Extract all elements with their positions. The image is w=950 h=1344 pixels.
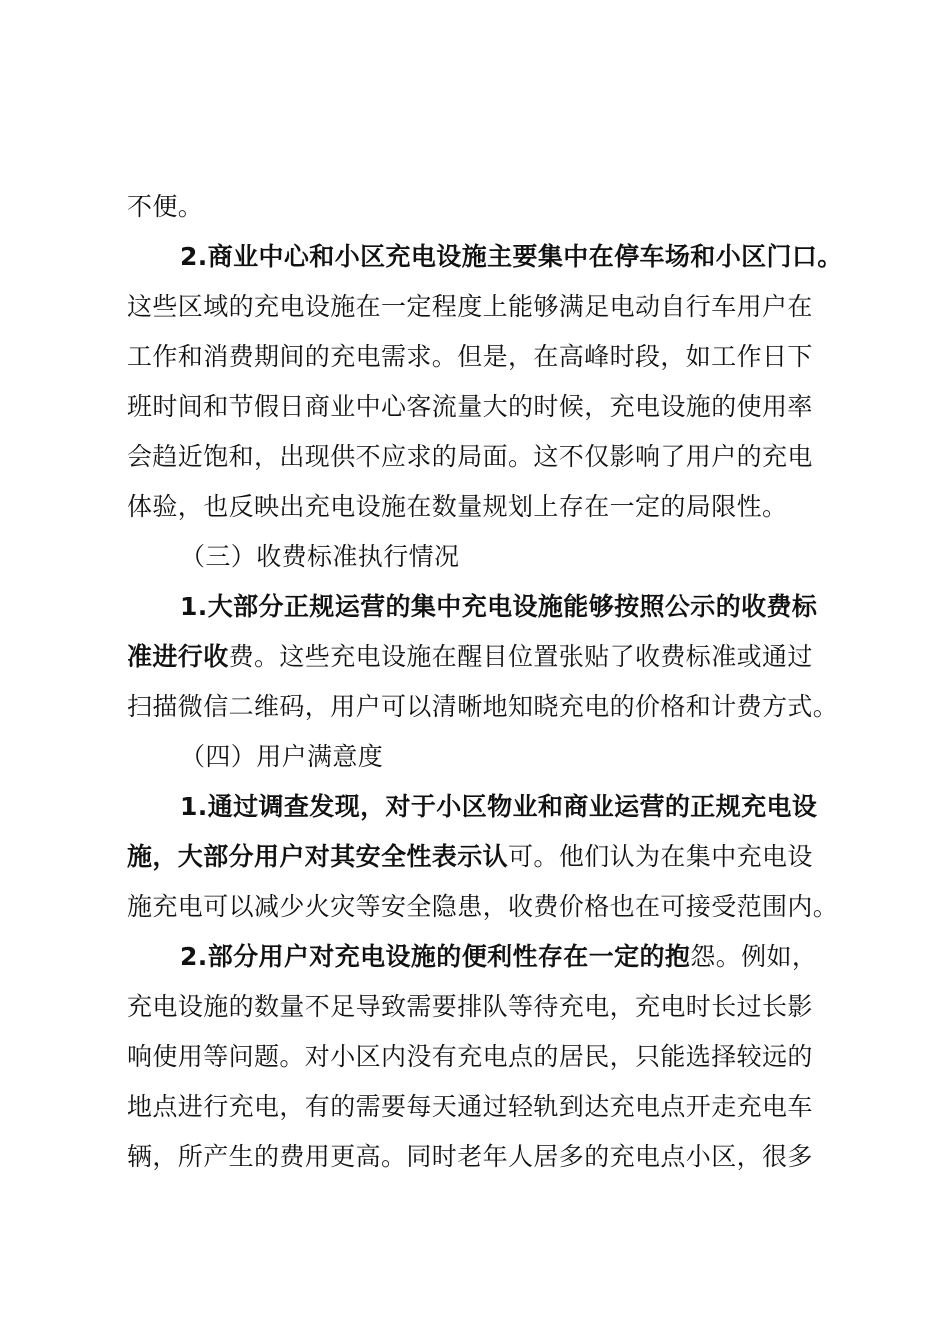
body-text-line (127, 382, 847, 432)
numbered-point-line (180, 932, 900, 982)
bold-lead-text: 准进行收 (127, 642, 229, 671)
line-text: 响使用等问题。对小区内没有充电点的居民，只能选择较远的 (127, 1042, 813, 1071)
line-text: 班时间和节假日商业中心客流量大的时候，充电设施的使用率 (127, 392, 813, 421)
numbered-point-line (180, 232, 900, 282)
body-text-line (127, 1082, 847, 1132)
line-text: 这些区域的充电设施在一定程度上能够满足电动自行车用户在 (127, 292, 813, 321)
bold-lead-text: 1.通过调查发现，对于小区物业和商业运营的正规充电设 (180, 792, 818, 821)
line-text: 地点进行充电，有的需要每天通过轻轨到达充电点开走充电车 (127, 1092, 813, 1121)
line-text: 施充电可以减少火灾等安全隐患，收费价格也在可接受范围内。 (127, 892, 839, 921)
line-text: 辆，所产生的费用更高。同时老年人居多的充电点小区，很多 (127, 1142, 813, 1171)
body-text-line (127, 1132, 847, 1182)
line-text: 费。这些充电设施在醒目位置张贴了收费标准或通过 (228, 642, 813, 671)
body-text-line (127, 482, 847, 532)
line-text: 扫描微信二维码，用户可以清晰地知晓充电的价格和计费方式。 (127, 692, 839, 721)
section-heading-text: （三）收费标准执行情况 (180, 542, 460, 571)
bold-lead-text: 2.商业中心和小区充电设施主要集中在停车场和小区门口。 (180, 242, 843, 271)
line-text: 工作和消费期间的充电需求。但是，在高峰时段，如工作日下 (127, 342, 813, 371)
numbered-point-line (180, 582, 900, 632)
body-text-line (127, 332, 847, 382)
body-text-line (127, 882, 847, 932)
body-text-line (127, 982, 847, 1032)
body-text-line (127, 432, 847, 482)
section-heading (180, 732, 900, 782)
line-text: 怨。例如， (690, 942, 818, 971)
bold-lead-text: 2.部分用户对充电设施的便利性存在一定的抱 (180, 942, 691, 971)
body-text-line (127, 682, 847, 732)
line-text: 体验，也反映出充电设施在数量规划上存在一定的局限性。 (127, 492, 788, 521)
body-text-line (127, 182, 847, 232)
body-text-line (127, 1032, 847, 1082)
body-text-line (127, 282, 847, 332)
line-text: 可。他们认为在集中充电设 (508, 842, 813, 871)
body-text-line (127, 632, 847, 682)
section-heading (180, 532, 900, 582)
numbered-point-line (180, 782, 900, 832)
bold-lead-text: 施，大部分用户对其安全性表示认 (127, 842, 509, 871)
line-text: 会趋近饱和，出现供不应求的局面。这不仅影响了用户的充电 (127, 442, 813, 471)
bold-lead-text: 1.大部分正规运营的集中充电设施能够按照公示的收费标 (180, 592, 818, 621)
section-heading-text: （四）用户满意度 (180, 742, 384, 771)
line-text: 充电设施的数量不足导致需要排队等待充电，充电时长过长影 (127, 992, 813, 1021)
body-text-line (127, 832, 847, 882)
line-text: 不便。 (127, 192, 204, 221)
